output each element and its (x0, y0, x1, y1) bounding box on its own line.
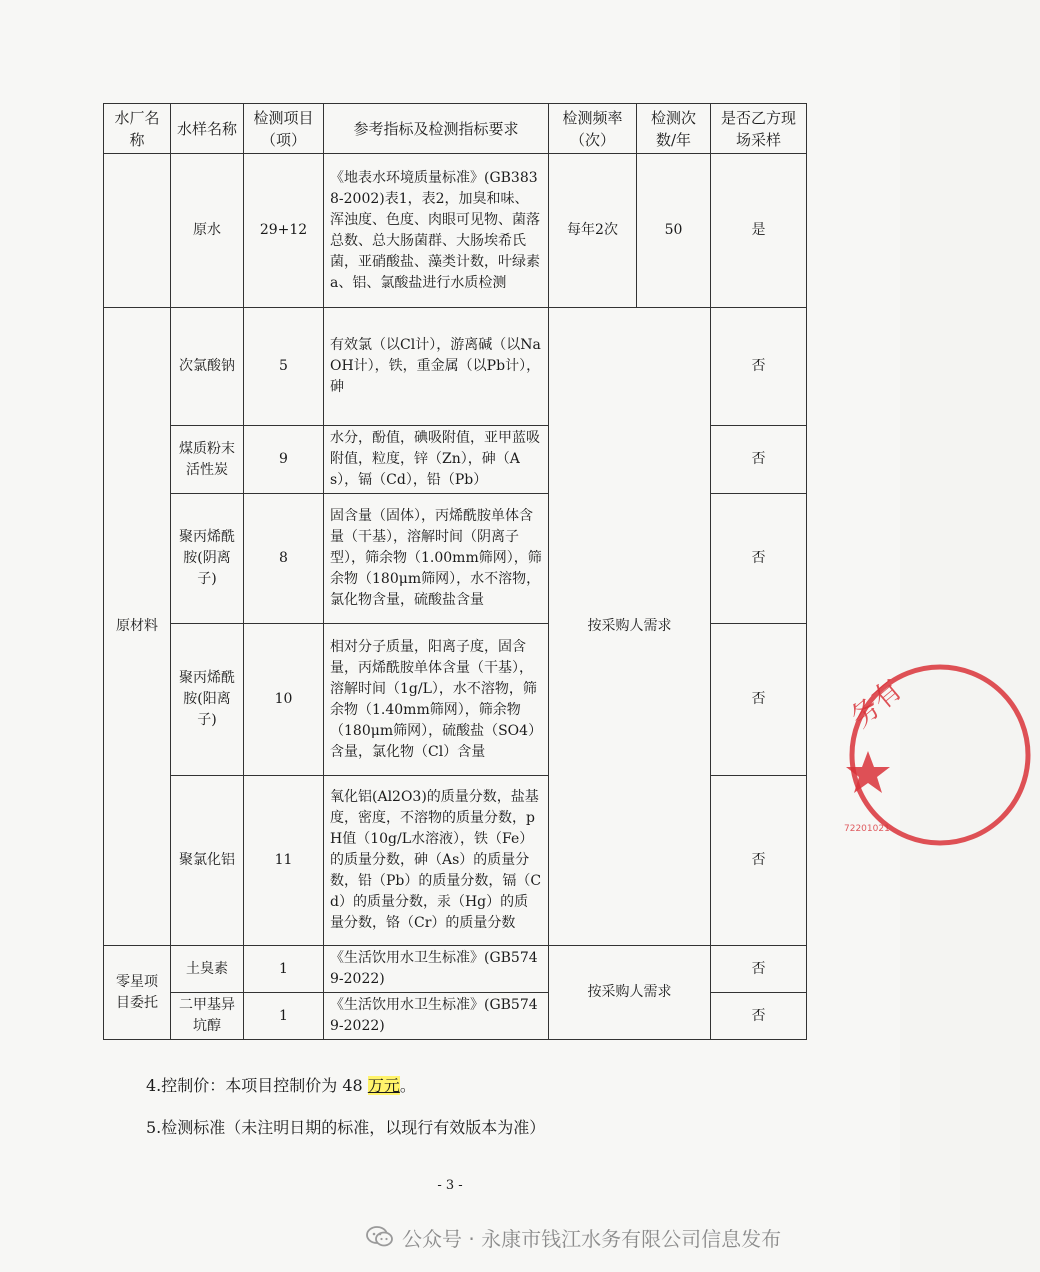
onsite-cell: 否 (711, 426, 807, 494)
table-row (104, 154, 807, 308)
sample-cell: 次氯酸钠 (171, 308, 244, 426)
header-sample: 水样名称 (171, 104, 244, 154)
sample-cell: 聚丙烯酰胺(阳离子) (171, 624, 244, 776)
header-requirement: 参考指标及检测指标要求 (324, 104, 549, 154)
items-cell: 1 (244, 993, 324, 1040)
sample-cell: 二甲基异坑醇 (171, 993, 244, 1040)
header-frequency: 检测频率（次） (549, 104, 637, 154)
onsite-cell: 否 (711, 993, 807, 1040)
onsite-cell: 是 (711, 154, 807, 308)
sample-cell: 聚丙烯酰胺(阴离子) (171, 494, 244, 624)
table-row (104, 946, 807, 993)
onsite-cell: 否 (711, 946, 807, 993)
testing-standard-paragraph: 5.检测标准（未注明日期的标准，以现行有效版本为准） (146, 1118, 546, 1137)
svg-text:72201021: 72201021 (844, 824, 890, 834)
page-number: - 3 - (437, 1178, 463, 1193)
plant-cell (104, 154, 171, 308)
items-cell: 5 (244, 308, 324, 426)
onsite-cell: 否 (711, 494, 807, 624)
requirement-cell: 有效氯（以Cl计），游离碱（以NaOH计），铁，重金属（以Pb计），砷 (324, 308, 549, 426)
footer-text: 公众号 · 永康市钱江水务有限公司信息发布 (402, 1226, 782, 1251)
items-cell: 1 (244, 946, 324, 993)
frequency-cell-materials: 按采购人需求 (549, 308, 711, 946)
header-onsite: 是否乙方现场采样 (711, 104, 807, 154)
group-cell-materials: 原材料 (104, 308, 171, 946)
table-row (104, 308, 807, 426)
count-cell: 50 (637, 154, 711, 308)
wechat-footer (366, 1222, 781, 1252)
requirement-cell: 固含量（固体），丙烯酰胺单体含量（干基），溶解时间（阴离子型），筛余物（1.00mm筛网），筛余物（180μm筛网），水不溶物，氯化物含量，硫酸盐含量 (324, 494, 549, 624)
company-seal (840, 655, 1040, 855)
requirement-cell: 《生活饮用水卫生标准》(GB5749-2022) (324, 946, 549, 993)
control-price-paragraph (146, 1073, 416, 1096)
requirement-cell: 水分，酚值，碘吸附值，亚甲蓝吸附值，粒度，锌（Zn），砷（As），镉（Cd），铅（Pb） (324, 426, 549, 494)
requirement-cell: 《生活饮用水卫生标准》(GB5749-2022) (324, 993, 549, 1040)
items-cell: 10 (244, 624, 324, 776)
items-cell: 11 (244, 776, 324, 946)
requirement-cell: 《地表水环境质量标准》(GB3838-2002)表1，表2，加臭和味、浑浊度、色度、肉眼可见物、菌落总数、总大肠菌群、大肠埃希氏菌，亚硝酸盐、藻类计数，叶绿素a、铝、氯酸盐进行水质检测 (324, 154, 549, 308)
test-spec-table (103, 103, 807, 1040)
items-cell: 9 (244, 426, 324, 494)
table-header-row (104, 104, 807, 154)
control-price-suffix: 。 (399, 1076, 416, 1095)
onsite-cell: 否 (711, 308, 807, 426)
header-plant: 水厂名称 (104, 104, 171, 154)
sample-cell: 原水 (171, 154, 244, 308)
requirement-cell: 氧化铝(Al2O3)的质量分数，盐基度，密度，不溶物的质量分数，pH值（10g/L水溶液），铁（Fe）的质量分数，砷（As）的质量分数，铅（Pb）的质量分数，镉（Cd）的质量分数，汞（Hg）的质量分数，铬（Cr）的质量分数 (324, 776, 549, 946)
sample-cell: 聚氯化铝 (171, 776, 244, 946)
requirement-cell: 相对分子质量，阳离子度，固含量，丙烯酰胺单体含量（干基），溶解时间（1g/L），水不溶物，筛余物（1.40mm筛网），筛余物（180μm筛网），硫酸盐（SO4）含量，氯化物（Cl）含量 (324, 624, 549, 776)
sample-cell: 土臭素 (171, 946, 244, 993)
frequency-cell: 每年2次 (549, 154, 637, 308)
svg-text:务有: 务有 (844, 672, 909, 735)
group-cell-misc: 零星项目委托 (104, 946, 171, 1040)
onsite-cell: 否 (711, 624, 807, 776)
sample-cell: 煤质粉末活性炭 (171, 426, 244, 494)
control-price-unit-highlight: 万元 (367, 1076, 400, 1095)
onsite-cell: 否 (711, 776, 807, 946)
items-cell: 29+12 (244, 154, 324, 308)
header-items: 检测项目（项） (244, 104, 324, 154)
header-count: 检测次数/年 (637, 104, 711, 154)
frequency-cell-misc: 按采购人需求 (549, 946, 711, 1040)
items-cell: 8 (244, 494, 324, 624)
control-price-text: 4.控制价：本项目控制价为 48 (146, 1076, 368, 1095)
wechat-icon (366, 1226, 394, 1248)
